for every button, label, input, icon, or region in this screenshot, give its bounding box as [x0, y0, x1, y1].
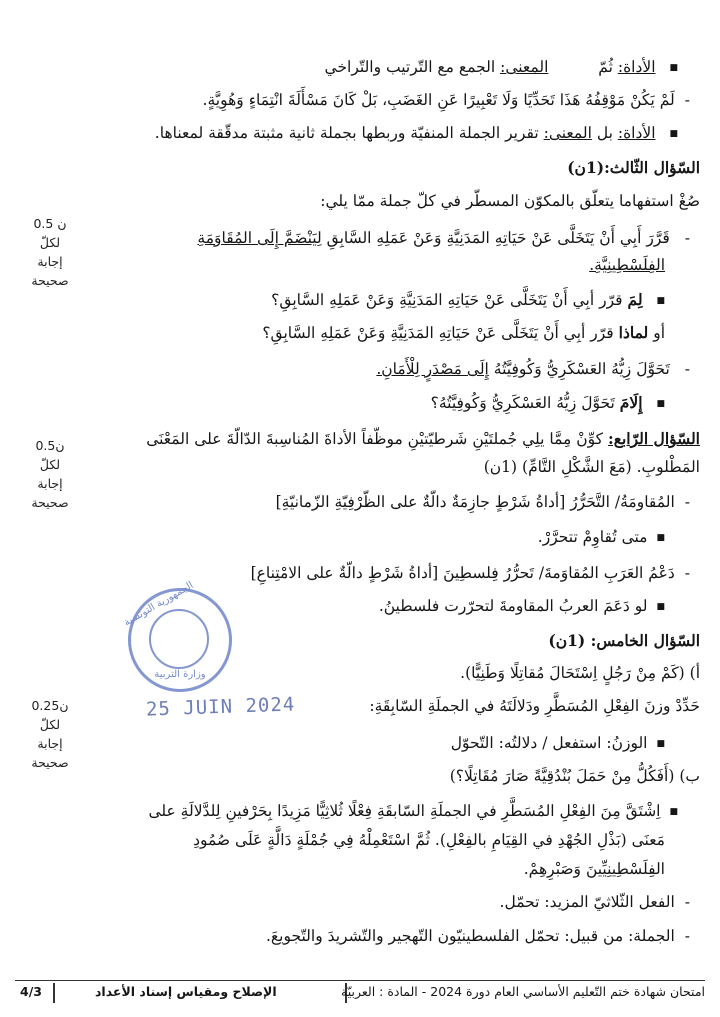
- sentence-text: قَرَّرَ أَبِي أَنْ يَتَخَلَّى عَنْ حَيَاتِهِ المَدَنِيَّةِ وَعَنْ عَمَلِهِ السَّابِقِ: [326, 229, 670, 247]
- question-word: لماذا: [618, 323, 649, 342]
- q5-a-instruction: حَدِّدْ وزنَ الفِعْلِ المُسَطَّرِ ودَلالَتَهُ في الجملَةِ السّابِقَةِ:: [369, 697, 700, 715]
- question-word: لِمَ: [627, 290, 643, 309]
- alt-prefix: أو: [653, 324, 665, 342]
- meaning-label: المعنى:: [543, 124, 592, 142]
- score-answer: إجابة: [37, 736, 63, 751]
- q3-sentence-1-cont: [92, 254, 700, 276]
- score-answer: إجابة: [37, 254, 63, 269]
- score-per: لكلّ: [39, 457, 61, 472]
- meaning-label: المعنى:: [500, 58, 549, 76]
- q5-b-instruction-2: مَعنَى (بَذْلِ الجُهْدِ في القِيَامِ بالفِعْلِ). ثُمَّ اسْتَعْمِلْهُ فِي جُمْلَةٍ دَالَّةٍ عَلَى صُمُودِ: [193, 831, 665, 849]
- page-footer: [15, 980, 705, 1003]
- meaning-value: الجمع مع التّرتيب والتّراخي: [324, 58, 496, 76]
- q4-item-1: - المُقاومَةُ/ التَّحَرُّرُ [أداةُ شَرْطٍ جازِمَةٌ دالّةٌ على الظّرْفِيّةِ الزّمانيّةِ]: [92, 491, 700, 513]
- q5-a-answer: ■ الوزنُ: استفعل / دلالتُه: التّحوّل: [92, 732, 700, 755]
- score-correct: صحيحة: [31, 495, 69, 510]
- part-sentence: (كَمْ مِنْ رَجُلٍ اِسْتَحَالَ مُقاتِلًا وَطَنِيًّا).: [460, 664, 685, 682]
- q3-sentence-2: [92, 358, 700, 380]
- score-note-q5: [10, 696, 90, 772]
- date-stamp: 25 JUIN 2024: [145, 693, 296, 721]
- tool-value: بل: [596, 124, 613, 142]
- part-sentence: (أَفَكُلُّ مِنْ حَمَلَ بُنْدُقِيَّةً صَارَ مُقَاتِلًا؟): [449, 767, 675, 785]
- q3-answer-1-alt: [92, 322, 700, 344]
- q4-item-2: - دَعْمُ العَرَبِ المُقاوَمةَ/ تَحرُّرُ فِلسطِينَ [أداةُ شَرْطٍ دالّةٌ على الامْتِناعِ]: [92, 562, 700, 584]
- tool-line-2: [92, 122, 700, 145]
- question-word: إِلَامَ: [619, 393, 643, 412]
- footer-middle: الإصلاح ومقياس إسناد الأعداد: [95, 984, 277, 999]
- q5-b-answer-2: - الجملة: من قبيل: تحمّل الفلسطينيّون التّهجير والتّشريدَ والتّجويعَ.: [92, 925, 700, 947]
- score-note-q4: [10, 436, 90, 512]
- q3-answer-1: [92, 289, 700, 312]
- q4-heading: [92, 428, 700, 450]
- underlined-part: لِيَنْضَمَّ إِلَى المُقَاوَمَةِ: [197, 229, 322, 247]
- q4-answer-2: ■ لو دَعَمَ العربُ المقاومةَ لتحرّرت فلسطينُ.: [92, 595, 700, 618]
- score-per: لكلّ: [39, 235, 61, 250]
- underlined-part: إِلَى مَصْدَرٍ لِلْأَمَانِ.: [376, 360, 489, 378]
- q3-sentence-1: [92, 227, 700, 249]
- tool-line-1: [92, 56, 700, 79]
- score-correct: صحيحة: [31, 755, 69, 770]
- q5-part-b: [92, 765, 700, 787]
- page-number: 4/3: [20, 984, 42, 999]
- tool-label: الأداة:: [617, 58, 656, 76]
- sentence-line: - لَمْ يَكُنْ مَوْقِفُهُ هَذَا تَحَدِّيًا وَلَا تَعْبِيرًا عَنِ الغَضَبِ، بَلْ كَانَ مَسْأَلَةَ انْتِمَاءٍ وَهُوِيَّةٍ.: [92, 89, 700, 111]
- answer-text: قرّر أبِي أَنْ يَتَخَلَّى عَنْ حَيَاتِهِ المَدَنِيَّةِ وَعَنْ عَمَلِهِ السَّابِقِ؟: [262, 324, 614, 342]
- answer-text: تَحَوَّلَ زِيُّهُ العَسْكَرِيُّ وَكُوفِيَّتُهُ؟: [430, 394, 615, 412]
- question-title: السّؤال الخامس:: [590, 631, 700, 650]
- tool-label: الأداة:: [617, 124, 656, 142]
- q5-heading: [92, 630, 700, 652]
- question-title: السّؤال الرّابع:: [607, 429, 700, 448]
- question-points: (1ن): [567, 158, 605, 177]
- q5-b-instruction-1: ■ اِشْتَقَّ مِنَ الفِعْلِ المُسَطَّرِ في الجملَةِ السّابقَةِ فِعْلًا ثُلاثِيًّا مَزِيدًا بِحَرْفينِ لِلدَّلالَةِ على: [92, 800, 700, 823]
- score-note-q3: [10, 214, 90, 290]
- answer-content: [92, 0, 700, 1017]
- q3-instruction: صُغْ استفهاما يتعلّق بالمكوّن المسطّر في كلّ جملة ممّا يلي:: [320, 192, 700, 210]
- q3-heading: [92, 157, 700, 179]
- q4-heading-cont: المَطْلوبِ. (مَعَ الشَّكْلِ التَّامِّ) (1ن): [483, 458, 700, 476]
- q5-part-a: [92, 662, 700, 684]
- answer-text: قرّر أبِي أَنْ يَتَخَلَّى عَنْ حَيَاتِهِ المَدَنِيَّةِ وَعَنْ عَمَلِهِ السَّابِقِ؟: [271, 291, 623, 309]
- q3-answer-2: [92, 392, 700, 415]
- score-value: 0.25ن: [31, 698, 69, 713]
- question-title: السّؤال الثّالث:: [604, 158, 700, 177]
- score-value: 0.5ن: [35, 438, 65, 453]
- footer-divider: [53, 983, 55, 1003]
- score-value: 0.5 ن: [33, 216, 67, 231]
- underlined-part: الفِلَسْطِينِيَّةِ.: [589, 256, 665, 274]
- q5-b-instruction-3: الفِلَسْطِينِيِّينَ وَصَبْرِهِمْ.: [523, 860, 665, 878]
- stamp-text-bottom: وزارة التربية: [154, 669, 206, 680]
- score-per: لكلّ: [39, 717, 61, 732]
- part-label: ب): [679, 767, 700, 785]
- score-correct: صحيحة: [31, 273, 69, 288]
- footer-exam-info: امتحان شهادة ختم التّعليم الأساسي العام دورة 2024 - المادة : العربيّة: [341, 984, 705, 999]
- stamp-text-top: الجمهورية التونسية: [122, 579, 196, 629]
- q4-answer-1: ■ متى تُقاوِمْ تتحرَّرْ.: [92, 526, 700, 549]
- question-text: كوِّنْ مِمَّا يلِي جُملتَيْنِ شَرطيّتيْنِ موظّفاً الأداةَ المُناسِبةَ الدّالّةَ على المَعْنَى: [146, 430, 604, 448]
- q5-b-answer-1: - الفعل الثّلاثيّ المزيد: تحمّل.: [92, 891, 700, 913]
- question-points: (1ن): [548, 631, 586, 650]
- meaning-value: تقرير الجملة المنفيّة وربطها بجملة ثانية مثبتة مدقّقة لمعناها.: [154, 124, 539, 142]
- part-label: أ): [689, 664, 700, 682]
- tool-value: ثُمّ: [598, 58, 613, 76]
- score-answer: إجابة: [37, 476, 63, 491]
- sentence-text: تَحَوَّلَ زِيُّهُ العَسْكَرِيُّ وَكُوفِيَّتُهُ: [493, 360, 670, 378]
